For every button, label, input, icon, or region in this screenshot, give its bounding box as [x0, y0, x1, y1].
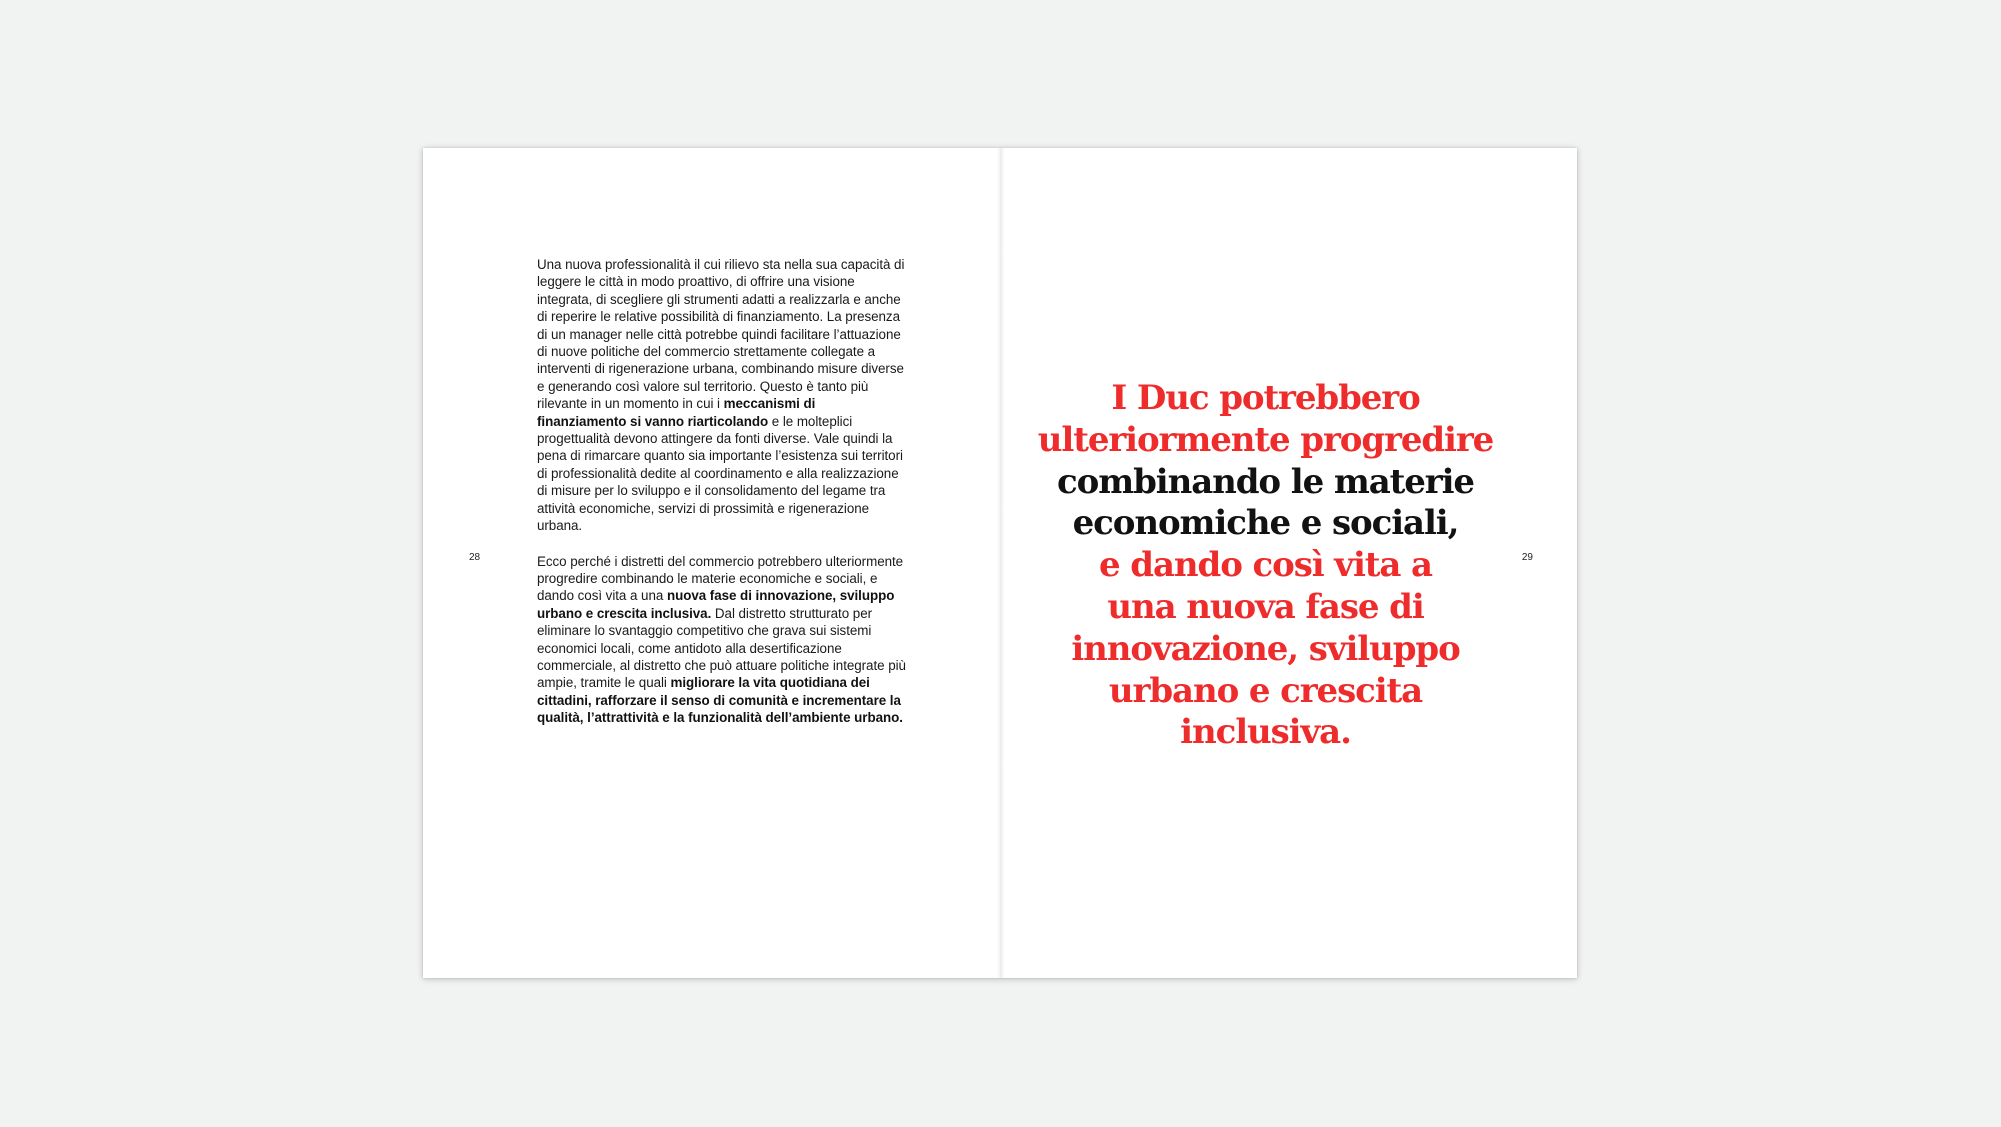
pull-quote-line: e dando così vita a	[1099, 545, 1432, 586]
pull-quote-line: urbano e crescita	[1108, 670, 1423, 711]
body-text	[537, 256, 907, 727]
bold-text-run: meccanismi di finanziamento si vanno riarticolando	[537, 396, 816, 429]
pull-quote	[1000, 378, 1531, 754]
pull-quote-line: I Duc potrebbero	[1111, 378, 1420, 418]
paragraph-1	[537, 256, 907, 535]
pull-quote-line: innovazione, sviluppo	[1071, 628, 1460, 669]
text-run: e le molteplici progettualità devono attingere da fonti diverse. Vale quindi la pena di rimarcare quanto sia importante l’esistenza sui territori di professionalità dedite al coordinamento e alla realizzazione di misure per lo sviluppo e il consolidamento del legame tra attività economiche, servizi di prossimità e rigenerazione urbana.	[537, 413, 903, 534]
page-number-right: 29	[1521, 552, 1533, 563]
bold-text-run: migliorare la vita quotidiana dei cittadini, rafforzare il senso di comunità e incrementare la qualità, l’attrattività e la funzionalità dell’ambiente urbano.	[537, 675, 903, 726]
left-page	[423, 148, 1000, 978]
bold-text-run: nuova fase di innovazione, sviluppo urbano e crescita inclusiva.	[537, 588, 895, 621]
pull-quote-line: ulteriormente progredire	[1037, 419, 1494, 460]
page-number-left: 28	[469, 552, 481, 563]
paragraph-2	[537, 553, 907, 727]
pull-quote-line: inclusiva.	[1180, 712, 1351, 753]
book-spread	[423, 148, 1577, 978]
right-page	[1000, 148, 1577, 978]
pull-quote-line: una nuova fase di	[1107, 586, 1424, 627]
text-run: Dal distretto strutturato per eliminare lo svantaggio competitivo che grava sui sistemi economici locali, come antidoto alla desertificazione commerciale, al distretto che può attuare politiche integrate più ampie, tramite le quali	[537, 605, 906, 691]
text-run: Ecco perché i distretti del commercio potrebbero ulteriormente progredire combinando le materie economiche e sociali, e dando così vita a una	[537, 553, 904, 604]
pull-quote-line: combinando le materie	[1057, 461, 1474, 502]
book-gutter	[997, 148, 1005, 978]
pull-quote-line: economiche e sociali,	[1072, 503, 1459, 544]
text-run: Una nuova professionalità il cui rilievo sta nella sua capacità di leggere le città in modo proattivo, di offrire una visione integrata, di scegliere gli strumenti adatti a realizzarla e anche di reperire le relative possibilità di finanziamento. La presenza di un manager nelle città potrebbe quindi facilitare l’attuazione di nuove politiche del commercio strettamente collegate a interventi di rigenerazione urbana, combinando misure diverse e generando così valore sul territorio. Questo è tanto più rilevante in un momento in cui i	[537, 257, 905, 412]
